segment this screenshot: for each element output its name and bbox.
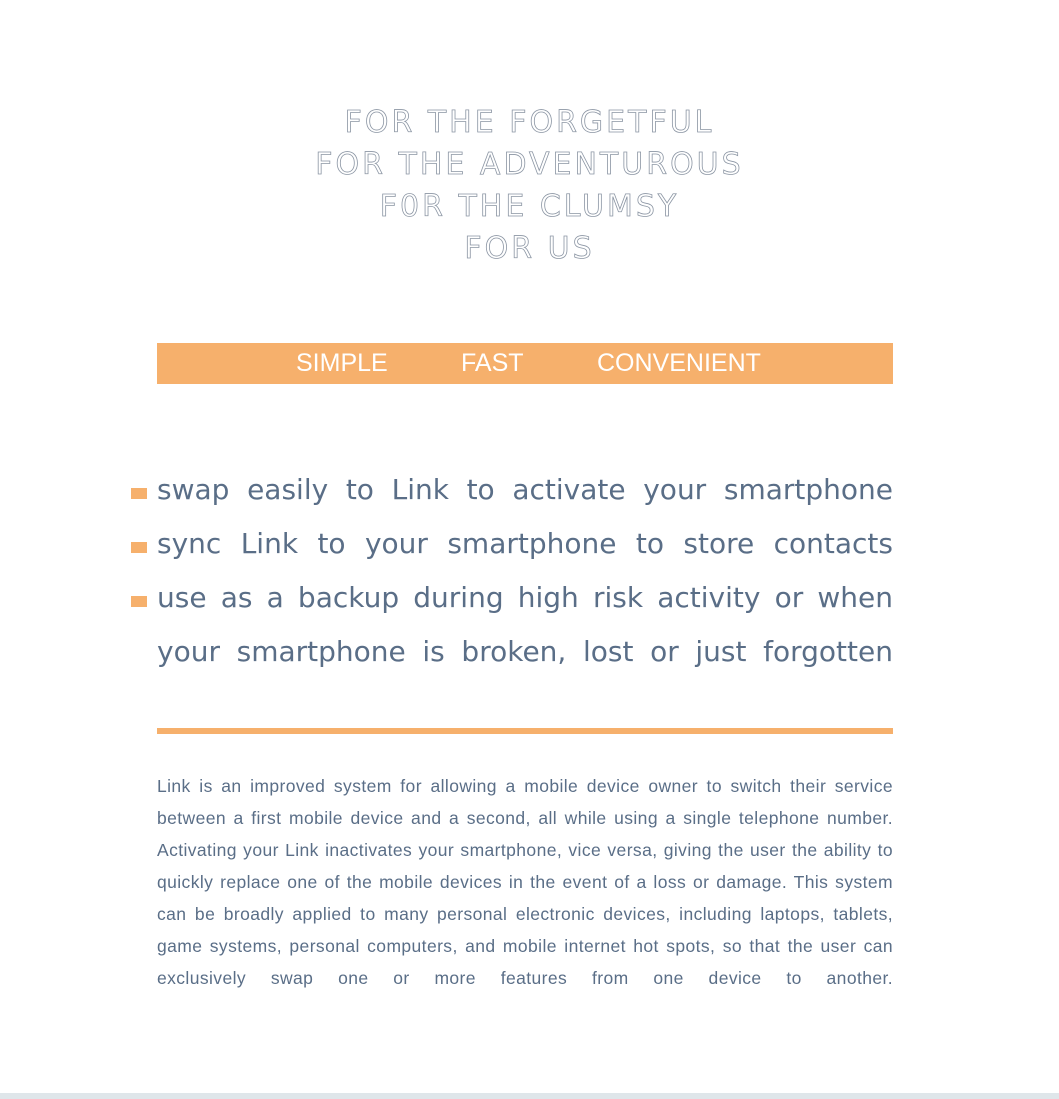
hero-line-clumsy: F0R THE CLUMSY — [379, 189, 680, 224]
banner-item-fast: FAST — [461, 349, 524, 377]
hero-line-us: FOR US — [464, 231, 595, 266]
product-description: Link is an improved system for allowing a mobile device owner to switch their service between a first mobile device and a second, all while using a single telephone number. Activating your Link inactivates your smartphone, vice versa, giving the user the ability to quickly replace one of the mobile devices in the event of a loss or damage. This system can be broadly applied to many personal electronic devices, including laptops, tablets, game systems, personal computers, and mobile internet hot spots, so that the user can exclusively swap one or more features from one device to another. — [157, 776, 893, 988]
list-item-text: swap easily to Link to activate your smartphone — [157, 473, 893, 506]
footer-divider — [0, 1093, 1059, 1099]
list-item — [130, 517, 893, 571]
bullet-square-icon — [131, 542, 147, 553]
list-item-text: use as a backup during high risk activity or when — [157, 581, 893, 614]
feature-list — [130, 463, 893, 679]
feature-banner — [157, 343, 893, 384]
hero-line-forgetful: FOR THE FORGETFUL — [344, 105, 715, 140]
bullet-square-icon — [131, 596, 147, 607]
banner-item-convenient: CONVENIENT — [597, 349, 761, 377]
bullet-square-icon — [131, 488, 147, 499]
banner-item-simple: SIMPLE — [296, 349, 388, 377]
list-item-continuation — [130, 625, 893, 679]
hero-headline — [0, 102, 1059, 270]
list-item — [130, 463, 893, 517]
section-divider — [157, 728, 893, 734]
list-item-text: sync Link to your smartphone to store contacts — [157, 527, 893, 560]
hero-line-adventurous: FOR THE ADVENTUROUS — [315, 147, 744, 182]
list-item — [130, 571, 893, 625]
list-item-text: your smartphone is broken, lost or just forgotten — [157, 635, 893, 668]
